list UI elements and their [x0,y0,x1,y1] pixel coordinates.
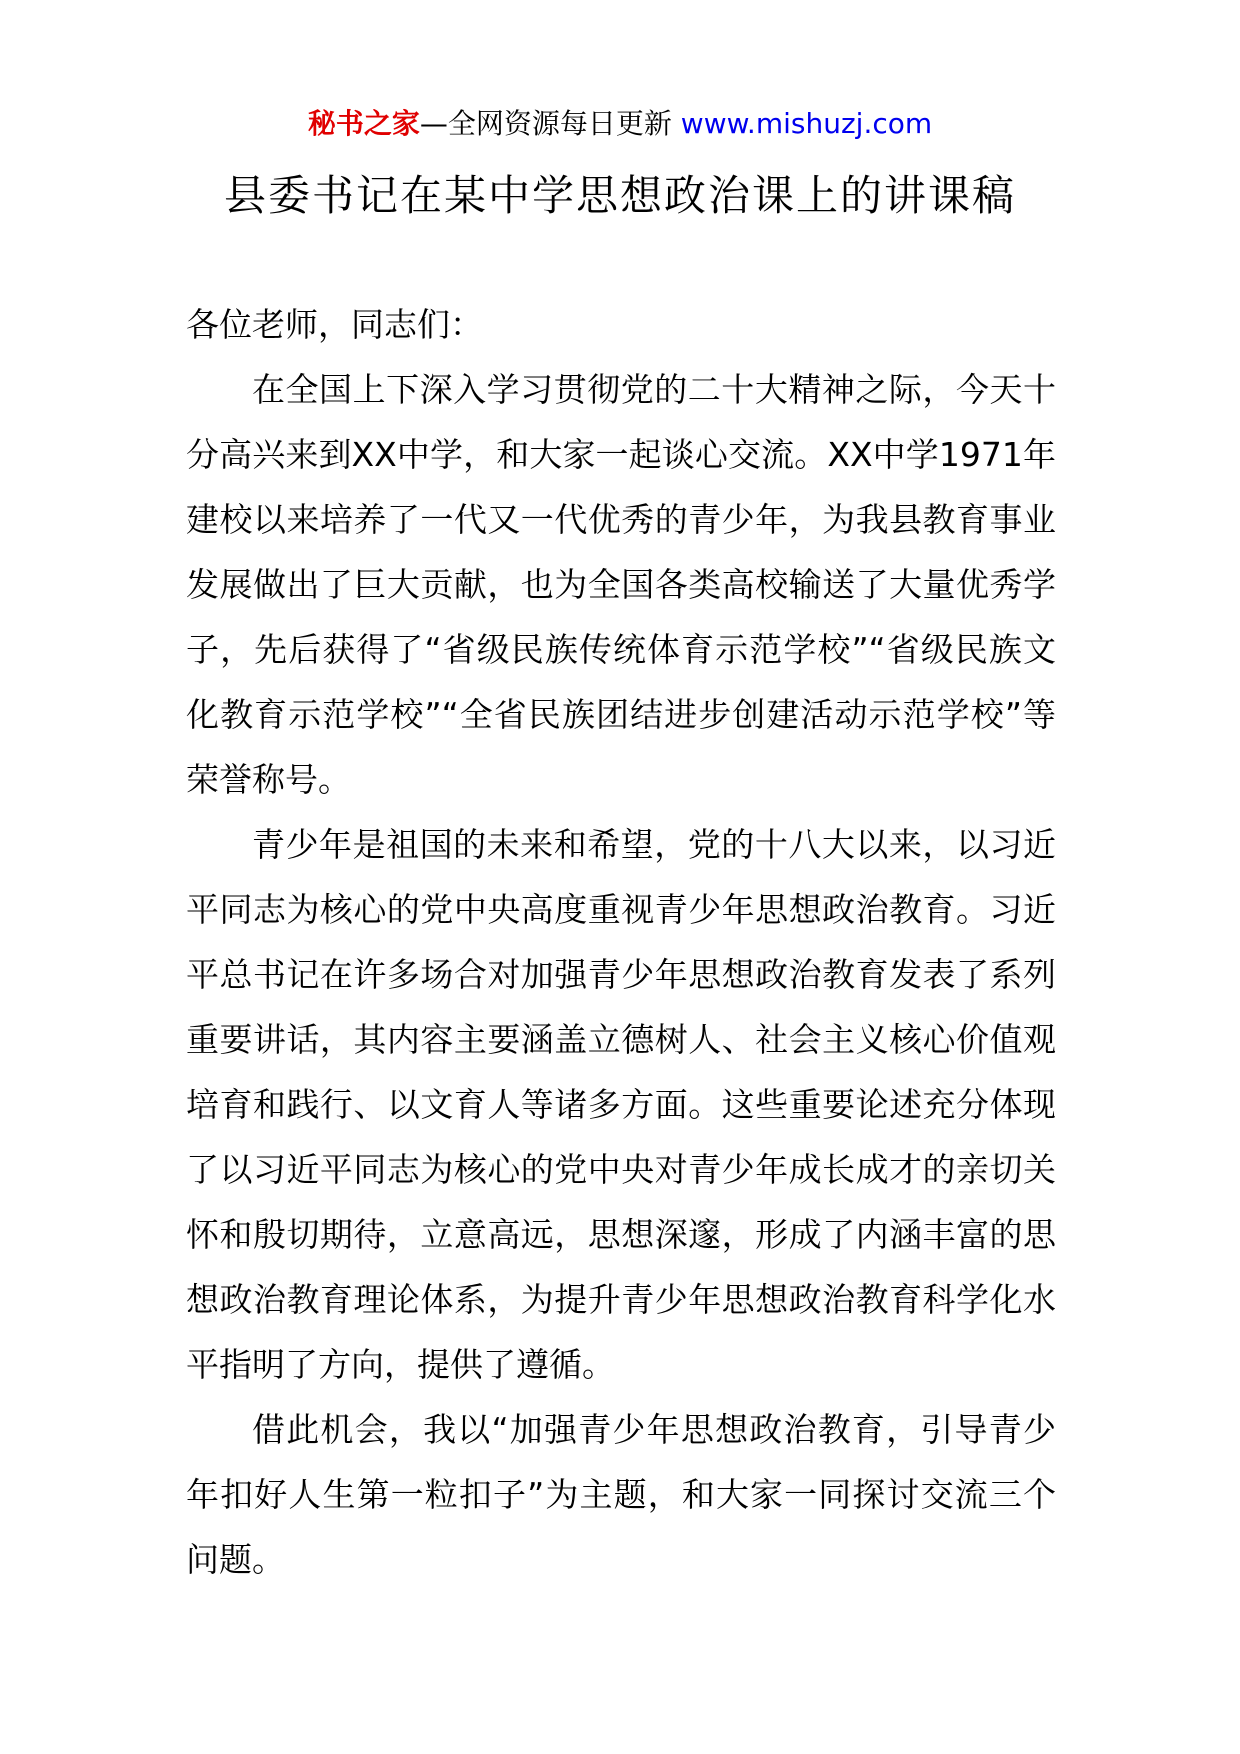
banner-tagline: —全网资源每日更新 [419,107,672,140]
site-url-link[interactable]: www.mishuzj.com [680,107,933,140]
paragraph-1: 在全国上下深入学习贯彻党的二十大精神之际，今天十分高兴来到XX中学，和大家一起谈心交流。XX中学1971年建校以来培养了一代又一代优秀的青少年，为我县教育事业发展做出了巨大贡献，也为全国各类高校输送了大量优秀学子，先后获得了“省级民族传统体育示范学校”“省级民族文化教育示范学校”“全省民族团结进步创建活动示范学校”等荣誉称号。 [186,370,1056,799]
salutation: 各位老师，同志们： [186,305,483,344]
brand-name: 秘书之家 [307,107,420,140]
paragraph-2: 青少年是祖国的未来和希望，党的十八大以来，以习近平同志为核心的党中央高度重视青少年思想政治教育。习近平总书记在许多场合对加强青少年思想政治教育发表了系列重要讲话，其内容主要涵盖立德树人、社会主义核心价值观培育和践行、以文育人等诸多方面。这些重要论述充分体现了以习近平同志为核心的党中央对青少年成长成才的亲切关怀和殷切期待，立意高远，思想深邃，形成了内涵丰富的思想政治教育理论体系，为提升青少年思想政治教育科学化水平指明了方向，提供了遵循。 [186,825,1056,1384]
document-body [186,292,1056,1592]
paragraph-3: 借此机会，我以“加强青少年思想政治教育，引导青少年扣好人生第一粒扣子”为主题，和大家一同探讨交流三个问题。 [186,1410,1056,1579]
document-title: 县委书记在某中学思想政治课上的讲课稿 [223,171,1016,220]
site-banner [0,104,1240,144]
